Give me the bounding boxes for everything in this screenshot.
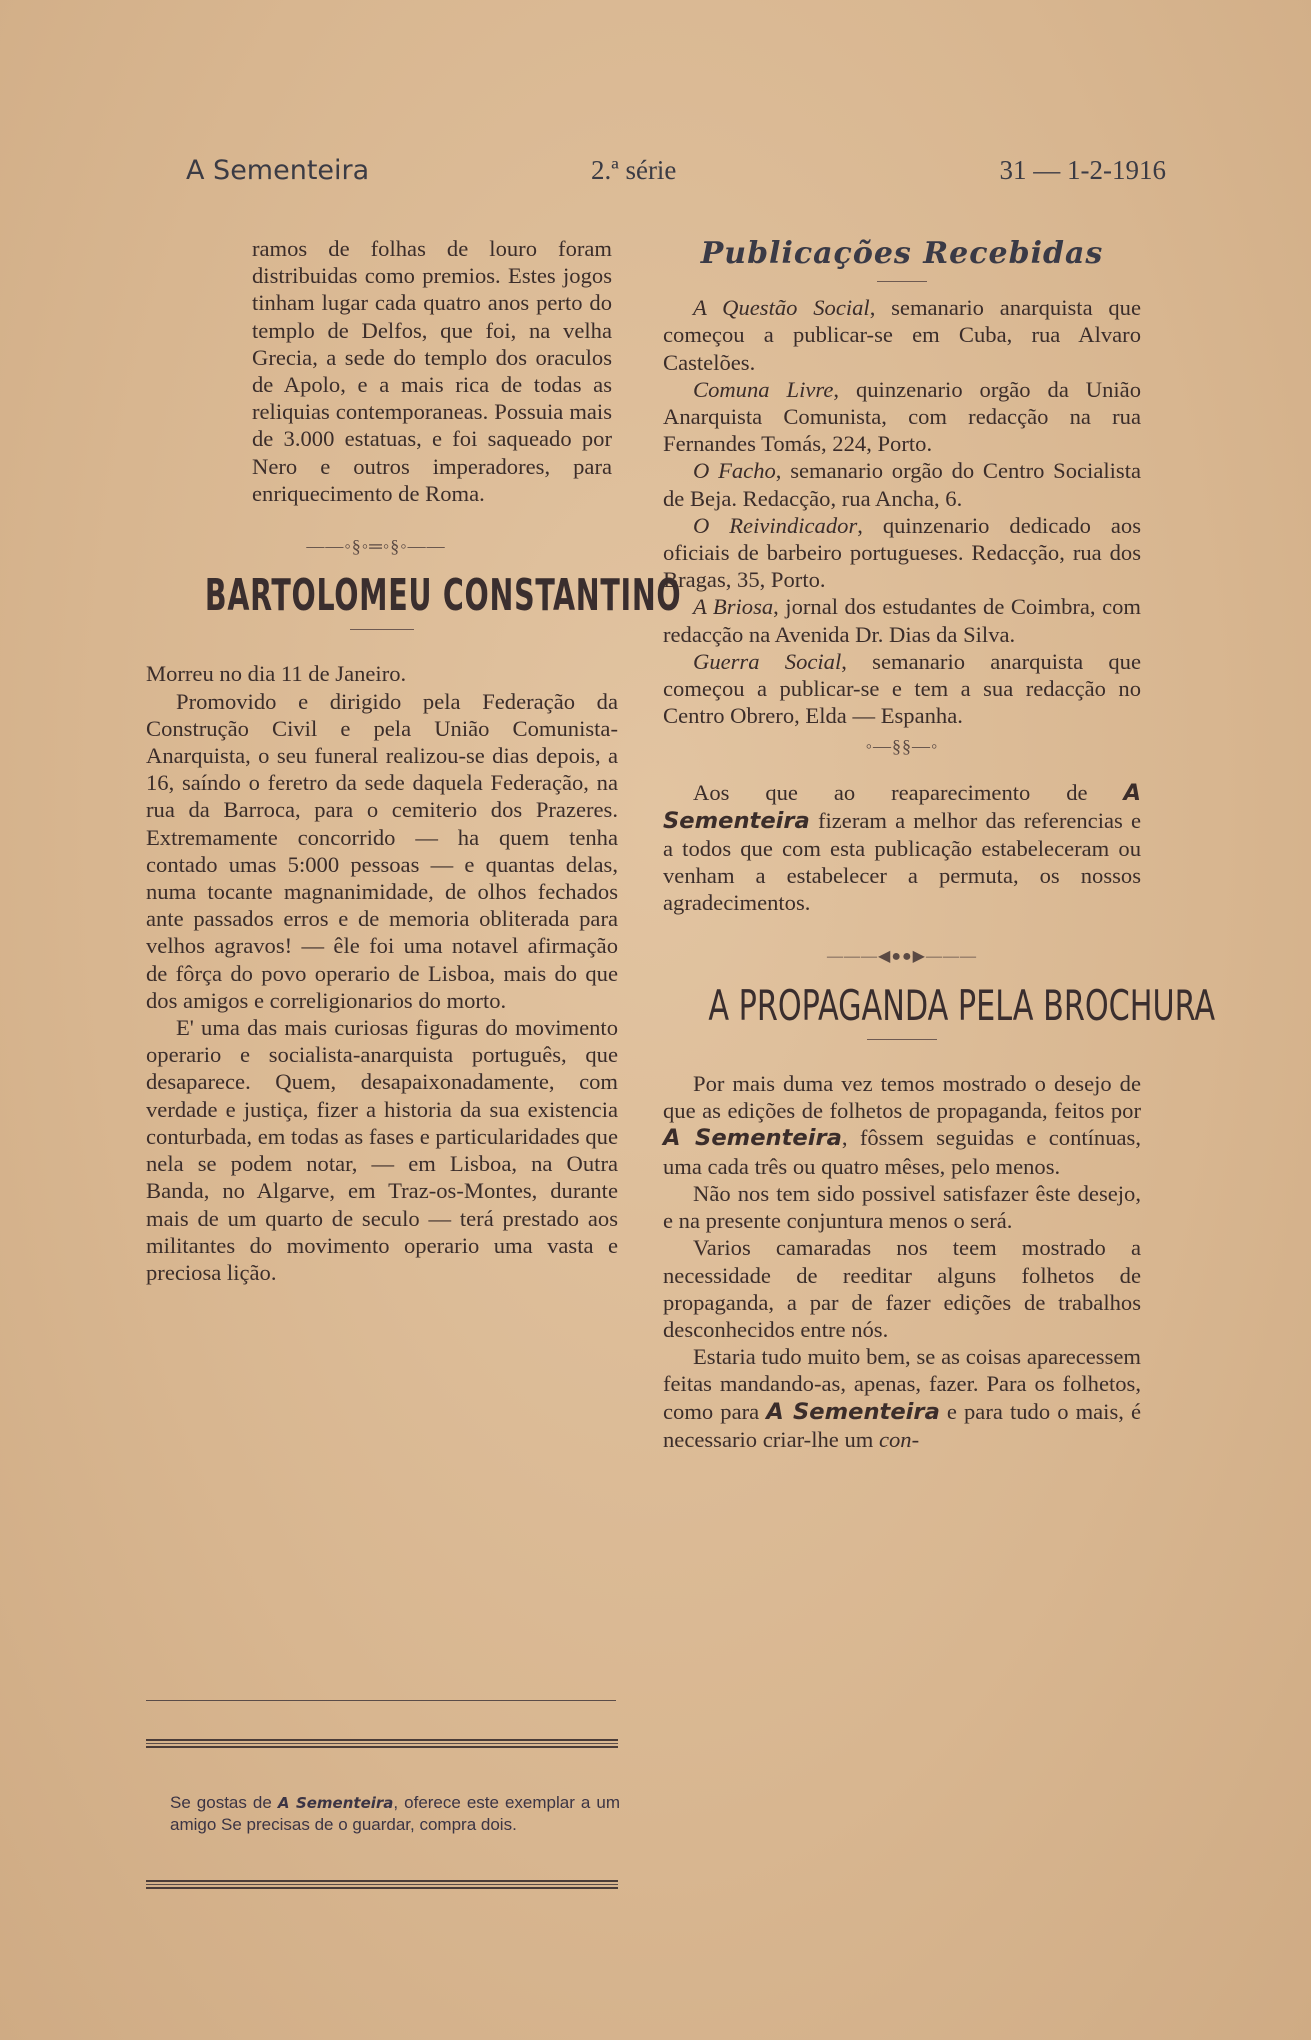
publication-name: A Questão Social — [693, 295, 870, 321]
notice-top-rules — [146, 1700, 618, 1750]
masthead-title: A Sementeira — [186, 155, 370, 186]
brochure-p4: Estaria tudo muito bem, se as coisas aparecessem feitas mandando-as, apenas, fazer. Para os folhetos, como para A Sementeira e para tudo o mais, é necessario criar-lhe um con- — [663, 1344, 1141, 1452]
brochure-p3: Varios camaradas nos teem mostrado a necessidade de reeditar alguns folhetos de propaganda, a par de fazer edições de trabalhos desconhecidos entre nós. — [663, 1235, 1141, 1342]
obituary-p1: Morreu no dia 11 de Janeiro. — [146, 661, 407, 687]
publications-list — [663, 294, 1141, 729]
headline-rule — [350, 629, 414, 630]
publication-name: O Facho — [693, 458, 776, 484]
publication-name: Comuna Livre — [693, 376, 834, 402]
share-notice: Se gostas de A Sementeira, oferece este exemplar a um amigo Se precisas de o guardar, compra dois. — [170, 1793, 620, 1834]
publication-item — [663, 294, 1141, 376]
obituary-p2: Promovido e dirigido pela Federação da Construção Civil e pela União Comunista-Anarquista, o seu funeral realizou-se dias depois, a 16, saíndo o feretro da sede daquela Federação, na rua da Barroca, para o cemiterio dos Prazeres. Extremamente concorrido — ha quem tenha contado umas 5:000 pessoas — e quantas delas, numa tocante magnanimidade, de olhos fechados ante passados erros e de memoria obliterada para velhos agravos! — êle foi uma notavel afirmação de fôrça do povo operario de Lisboa, mais do que dos amigos e correligionarios do morto. — [146, 688, 618, 1013]
publication-item — [663, 593, 1141, 647]
publication-item — [663, 457, 1141, 511]
section-title: Publicações Recebidas — [700, 236, 1104, 271]
publication-description: , semanario anarquista que começou a publicar-se em Cuba, rua Alvaro Castelões. — [663, 295, 1141, 375]
brand-name: A Sementeira — [277, 1794, 394, 1812]
brochure-headline: A PROPAGANDA PELA BROCHURA — [708, 980, 1216, 1030]
brand-name: A Sementeira — [663, 779, 1141, 834]
brochure-p1: Por mais duma vez temos mostrado o desejo de que as edições de folhetos de propaganda, feitos por A Sementeira, fôssem seguidas e contínuas, uma cada três ou quatro mêses, pelo menos. — [663, 1071, 1141, 1179]
headline-rule — [867, 1039, 937, 1040]
series-label: 2.ª série — [591, 155, 677, 185]
divider-ornament: ——◦§◦═◦§◦—— — [306, 536, 446, 557]
publication-item — [663, 512, 1141, 594]
notice-bottom-rules — [146, 1880, 618, 1891]
section-rule — [877, 281, 927, 282]
page-header — [186, 155, 1166, 195]
obituary-p3: E' uma das mais curiosas figuras do movimento operario e socialista-anarquista português, que desaparece. Quem, desapaixonadamente, com verdade e justiça, fizer a historia da sua existencia conturbada, em todas as fases e particularidades que nela se podem notar, — em Lisboa, na Outra Banda, no Algarve, em Traz-os-Montes, durante mais de um quarto de seculo — terá prestado aos militantes do movimento operario uma vasta e preciosa lição. — [146, 1015, 618, 1285]
publication-description: , semanario orgão do Centro Socialista de Beja. Redacção, rua Ancha, 6. — [663, 458, 1141, 511]
publication-item — [663, 648, 1141, 730]
brochure-p2: Não nos tem sido possivel satisfazer êste desejo, e na presente conjuntura menos o será. — [663, 1180, 1141, 1234]
publication-name: A Briosa — [693, 594, 774, 620]
large-ornament: ———◀●●▶——— — [827, 947, 977, 965]
publication-description: , jornal dos estudantes de Coimbra, com redacção na Avenida Dr. Dias da Silva. — [663, 594, 1141, 647]
intro-paragraph: ramos de folhas de louro foram distribuidas como premios. Estes jogos tinham lugar cada quatro anos perto do templo de Delfos, que foi, na velha Grecia, a sede do templo dos oraculos de Apolo, e a mais rica de todas as reliquias contemporaneas. Possuia mais de 3.000 estatuas, e foi saqueado por Nero e outros imperadores, para enriquecimento de Roma. — [252, 236, 612, 506]
brand-name: A Sementeira — [663, 1125, 842, 1152]
brand-name: A Sementeira — [766, 1398, 940, 1425]
obituary-headline: BARTOLOMEU CONSTANTINO — [204, 570, 682, 622]
publication-description: , quinzenario dedicado aos oficiais de barbeiro portugueses. Redacção, rua dos Bragas, 35, Porto. — [663, 512, 1141, 593]
publication-name: O Reivindicador — [693, 512, 858, 538]
publication-description: , semanario anarquista que começou a publicar-se e tem a sua redacção no Centro Obrero, Elda — Espanha. — [663, 648, 1141, 729]
issue-date: 31 — 1-2-1916 — [999, 155, 1166, 185]
small-ornament: ◦—§§—◦ — [865, 736, 939, 757]
left-column — [146, 235, 682, 1286]
publication-item — [663, 376, 1141, 458]
publication-name: Guerra Social — [693, 648, 842, 674]
thanks-paragraph: Aos que ao reaparecimento de A Sementeira fizeram a melhor das referencias e a todos que com esta publicação estabeleceram ou venham a estabelecer a permuta, os nossos agradecimentos. — [663, 779, 1141, 916]
publication-description: , quinzenario orgão da União Anarquista Comunista, com redacção na rua Fernandes Tomás, 224, Porto. — [663, 376, 1142, 457]
right-column — [663, 230, 1216, 1453]
